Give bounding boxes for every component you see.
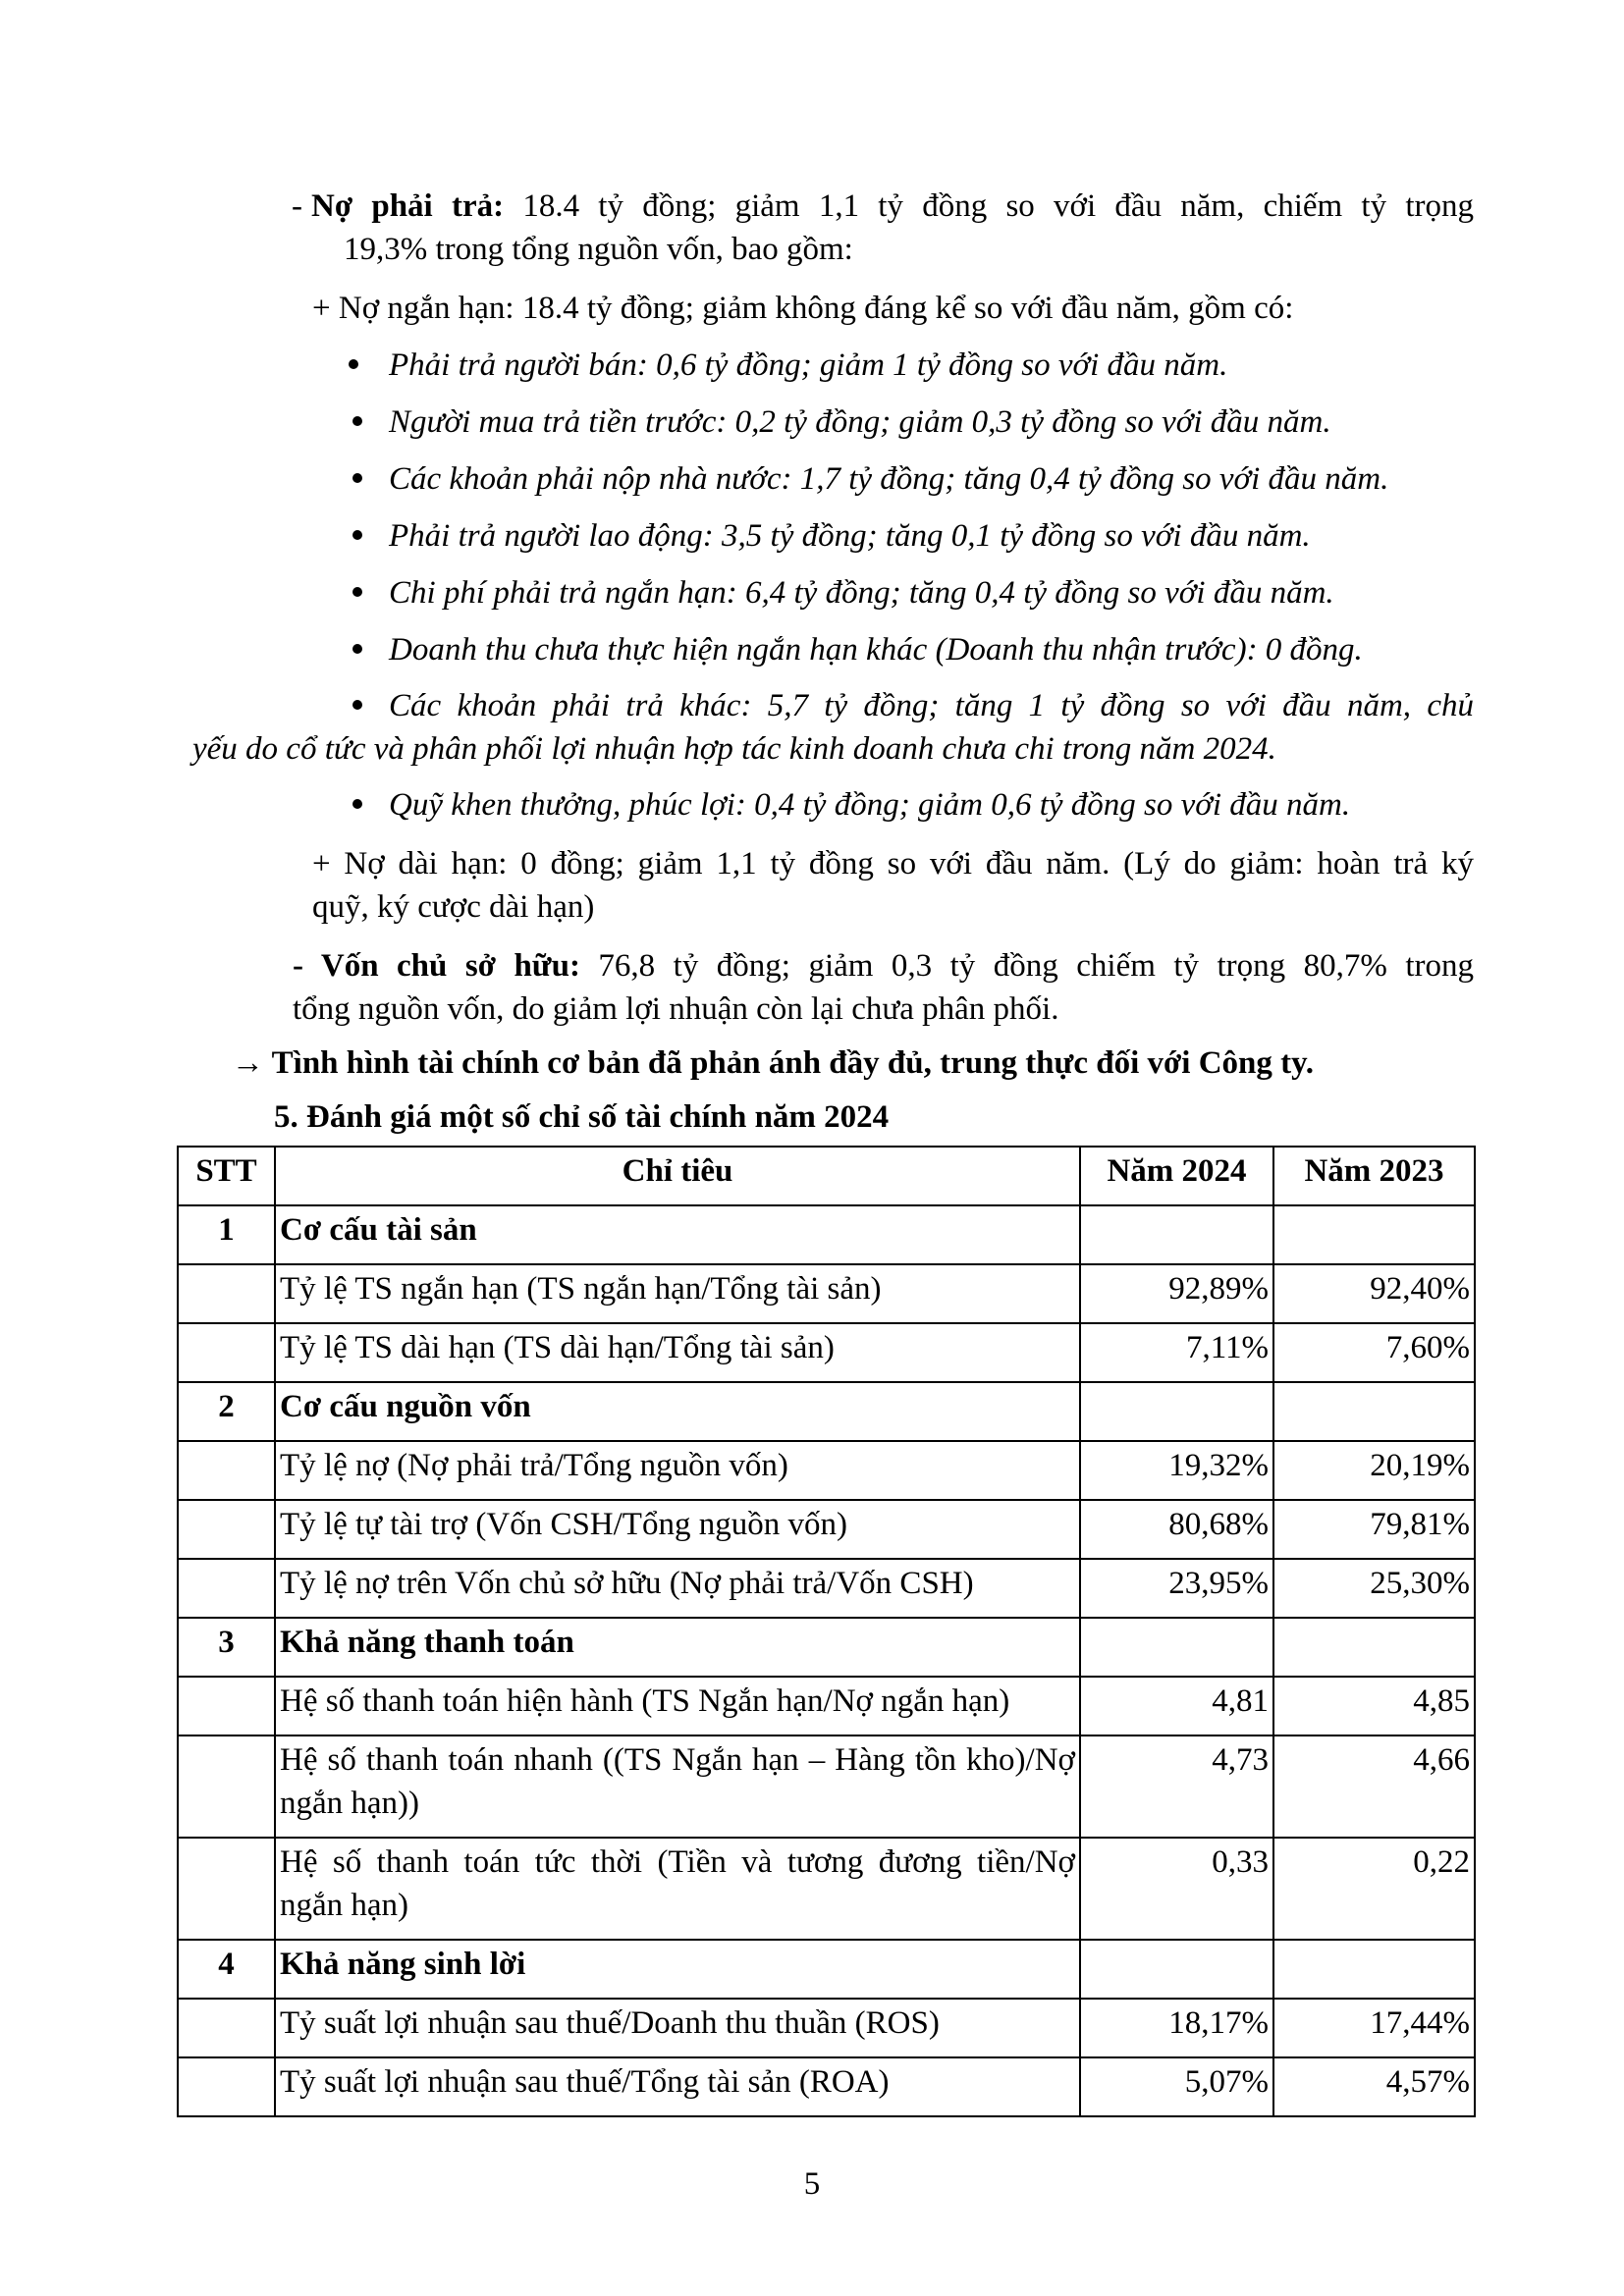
section-title: 5. Đánh giá một số chỉ số tài chính năm 2024 <box>274 1099 890 1135</box>
table-row <box>178 1205 1475 1264</box>
long-term-debt-line-1: + Nợ dài hạn: 0 đồng; giảm 1,1 tỷ đồng so với đầu năm. (Lý do giảm: hoàn trả ký <box>312 846 1474 881</box>
cell-2024: 19,32% <box>1080 1441 1273 1500</box>
cell-2024 <box>1080 1382 1273 1441</box>
bullet-icon <box>352 416 362 426</box>
cell-2023: 25,30% <box>1273 1559 1475 1618</box>
cell-2023: 17,44% <box>1273 1999 1475 2057</box>
column-header-2023: Năm 2023 <box>1273 1147 1475 1205</box>
cell-group-label: Cơ cấu tài sản <box>275 1205 1080 1264</box>
table-row <box>178 1382 1475 1441</box>
cell-2023: 4,85 <box>1273 1677 1475 1735</box>
financial-ratios-table <box>177 1146 1476 2117</box>
bullet-item: Quỹ khen thưởng, phúc lợi: 0,4 tỷ đồng; giảm 0,6 tỷ đồng so với đầu năm. <box>389 787 1351 823</box>
cell-2023: 92,40% <box>1273 1264 1475 1323</box>
cell-stt <box>178 1559 275 1618</box>
long-term-debt-line-2: quỹ, ký cược dài hạn) <box>312 889 595 925</box>
equity-text-1: 76,8 tỷ đồng; giảm 0,3 tỷ đồng chiếm tỷ trọng 80,7% trong <box>579 948 1475 984</box>
bullet-item: Các khoản phải trả khác: 5,7 tỷ đồng; tăng 1 tỷ đồng so với đầu năm, chủ <box>389 688 1474 723</box>
cell-2023 <box>1273 1940 1475 1999</box>
bullet-item: Các khoản phải nộp nhà nước: 1,7 tỷ đồng; tăng 0,4 tỷ đồng so với đầu năm. <box>389 461 1389 497</box>
bullet-icon <box>349 359 358 369</box>
cell-stt: 4 <box>178 1940 275 1999</box>
cell-indicator: Tỷ lệ nợ trên Vốn chủ sở hữu (Nợ phải trả/Vốn CSH) <box>275 1559 1080 1618</box>
cell-stt <box>178 1264 275 1323</box>
bullet-item: Phải trả người bán: 0,6 tỷ đồng; giảm 1 tỷ đồng so với đầu năm. <box>389 347 1228 383</box>
cell-indicator: Tỷ suất lợi nhuận sau thuế/Tổng tài sản (ROA) <box>275 2057 1080 2116</box>
cell-indicator: Hệ số thanh toán tức thời (Tiền và tương đương tiền/Nợ ngắn hạn) <box>275 1838 1080 1940</box>
cell-indicator: Tỷ lệ nợ (Nợ phải trả/Tổng nguồn vốn) <box>275 1441 1080 1500</box>
liabilities-text-1: 18.4 tỷ đồng; giảm 1,1 tỷ đồng so với đầu năm, chiếm tỷ trọng <box>504 188 1474 224</box>
cell-2024: 5,07% <box>1080 2057 1273 2116</box>
cell-2024: 7,11% <box>1080 1323 1273 1382</box>
cell-2024: 4,81 <box>1080 1677 1273 1735</box>
cell-stt <box>178 2057 275 2116</box>
cell-2024: 23,95% <box>1080 1559 1273 1618</box>
table-header-row <box>178 1147 1475 1205</box>
cell-indicator: Tỷ lệ TS dài hạn (TS dài hạn/Tổng tài sản) <box>275 1323 1080 1382</box>
table-row <box>178 1323 1475 1382</box>
table-row <box>178 1999 1475 2057</box>
cell-2023: 0,22 <box>1273 1838 1475 1940</box>
table-row <box>178 1735 1475 1838</box>
cell-2024: 0,33 <box>1080 1838 1273 1940</box>
bullet-item-continued: yếu do cổ tức và phân phối lợi nhuận hợp tác kinh doanh chưa chi trong năm 2024. <box>192 731 1276 767</box>
liabilities-line-2: 19,3% trong tổng nguồn vốn, bao gồm: <box>344 232 853 267</box>
table-row <box>178 1559 1475 1618</box>
page-number: 5 <box>803 2166 821 2202</box>
conclusion: → Tình hình tài chính cơ bản đã phản ánh đầy đủ, trung thực đối với Công ty. <box>232 1045 1315 1081</box>
cell-2024: 92,89% <box>1080 1264 1273 1323</box>
cell-indicator: Tỷ lệ tự tài trợ (Vốn CSH/Tổng nguồn vốn) <box>275 1500 1080 1559</box>
bullet-icon <box>352 473 362 483</box>
cell-2024 <box>1080 1940 1273 1999</box>
liabilities-dash: - <box>292 188 302 224</box>
table-row <box>178 1441 1475 1500</box>
cell-2023 <box>1273 1205 1475 1264</box>
cell-stt <box>178 1999 275 2057</box>
cell-2023: 4,66 <box>1273 1735 1475 1838</box>
cell-2023 <box>1273 1382 1475 1441</box>
table-row <box>178 1838 1475 1940</box>
cell-group-label: Cơ cấu nguồn vốn <box>275 1382 1080 1441</box>
column-header-2024: Năm 2024 <box>1080 1147 1273 1205</box>
cell-group-label: Khả năng thanh toán <box>275 1618 1080 1677</box>
cell-stt: 1 <box>178 1205 275 1264</box>
cell-2023 <box>1273 1618 1475 1677</box>
cell-stt <box>178 1323 275 1382</box>
table-row <box>178 1618 1475 1677</box>
cell-stt <box>178 1500 275 1559</box>
table-row <box>178 1500 1475 1559</box>
bullet-icon <box>352 587 362 597</box>
column-header-stt: STT <box>178 1147 275 1205</box>
cell-stt <box>178 1441 275 1500</box>
table-row <box>178 1677 1475 1735</box>
cell-2024 <box>1080 1205 1273 1264</box>
cell-stt <box>178 1735 275 1838</box>
cell-2023: 79,81% <box>1273 1500 1475 1559</box>
bullet-item: Phải trả người lao động: 3,5 tỷ đồng; tăng 0,1 tỷ đồng so với đầu năm. <box>389 518 1311 554</box>
bullet-icon <box>352 530 362 540</box>
bullet-item: Chi phí phải trả ngắn hạn: 6,4 tỷ đồng; tăng 0,4 tỷ đồng so với đầu năm. <box>389 575 1334 611</box>
column-header-indicator: Chỉ tiêu <box>275 1147 1080 1205</box>
cell-2024: 80,68% <box>1080 1500 1273 1559</box>
bullet-item: Doanh thu chưa thực hiện ngắn hạn khác (Doanh thu nhận trước): 0 đồng. <box>389 632 1363 667</box>
cell-2024: 18,17% <box>1080 1999 1273 2057</box>
cell-indicator: Hệ số thanh toán hiện hành (TS Ngắn hạn/Nợ ngắn hạn) <box>275 1677 1080 1735</box>
short-term-debt: + Nợ ngắn hạn: 18.4 tỷ đồng; giảm không đáng kể so với đầu năm, gồm có: <box>312 291 1294 326</box>
bullet-icon <box>352 644 362 654</box>
equity-label: - Vốn chủ sở hữu: <box>293 948 580 984</box>
cell-stt <box>178 1838 275 1940</box>
bullet-icon <box>352 700 362 710</box>
bullet-item: Người mua trả tiền trước: 0,2 tỷ đồng; giảm 0,3 tỷ đồng so với đầu năm. <box>389 404 1331 440</box>
equity-line-1 <box>293 944 1474 988</box>
cell-indicator: Tỷ suất lợi nhuận sau thuế/Doanh thu thuần (ROS) <box>275 1999 1080 2057</box>
equity-line-2: tổng nguồn vốn, do giảm lợi nhuận còn lại chưa phân phối. <box>293 991 1059 1027</box>
cell-group-label: Khả năng sinh lời <box>275 1940 1080 1999</box>
cell-2023: 7,60% <box>1273 1323 1475 1382</box>
table-row <box>178 1940 1475 1999</box>
table-row <box>178 2057 1475 2116</box>
cell-stt: 3 <box>178 1618 275 1677</box>
cell-2023: 20,19% <box>1273 1441 1475 1500</box>
cell-2023: 4,57% <box>1273 2057 1475 2116</box>
bullet-icon <box>352 799 362 809</box>
liabilities-line-1 <box>311 185 1474 228</box>
table-row <box>178 1264 1475 1323</box>
cell-stt <box>178 1677 275 1735</box>
cell-indicator: Tỷ lệ TS ngắn hạn (TS ngắn hạn/Tổng tài sản) <box>275 1264 1080 1323</box>
liabilities-label: Nợ phải trả: <box>311 188 505 224</box>
cell-2024: 4,73 <box>1080 1735 1273 1838</box>
cell-indicator: Hệ số thanh toán nhanh ((TS Ngắn hạn – Hàng tồn kho)/Nợ ngắn hạn)) <box>275 1735 1080 1838</box>
cell-2024 <box>1080 1618 1273 1677</box>
cell-stt: 2 <box>178 1382 275 1441</box>
